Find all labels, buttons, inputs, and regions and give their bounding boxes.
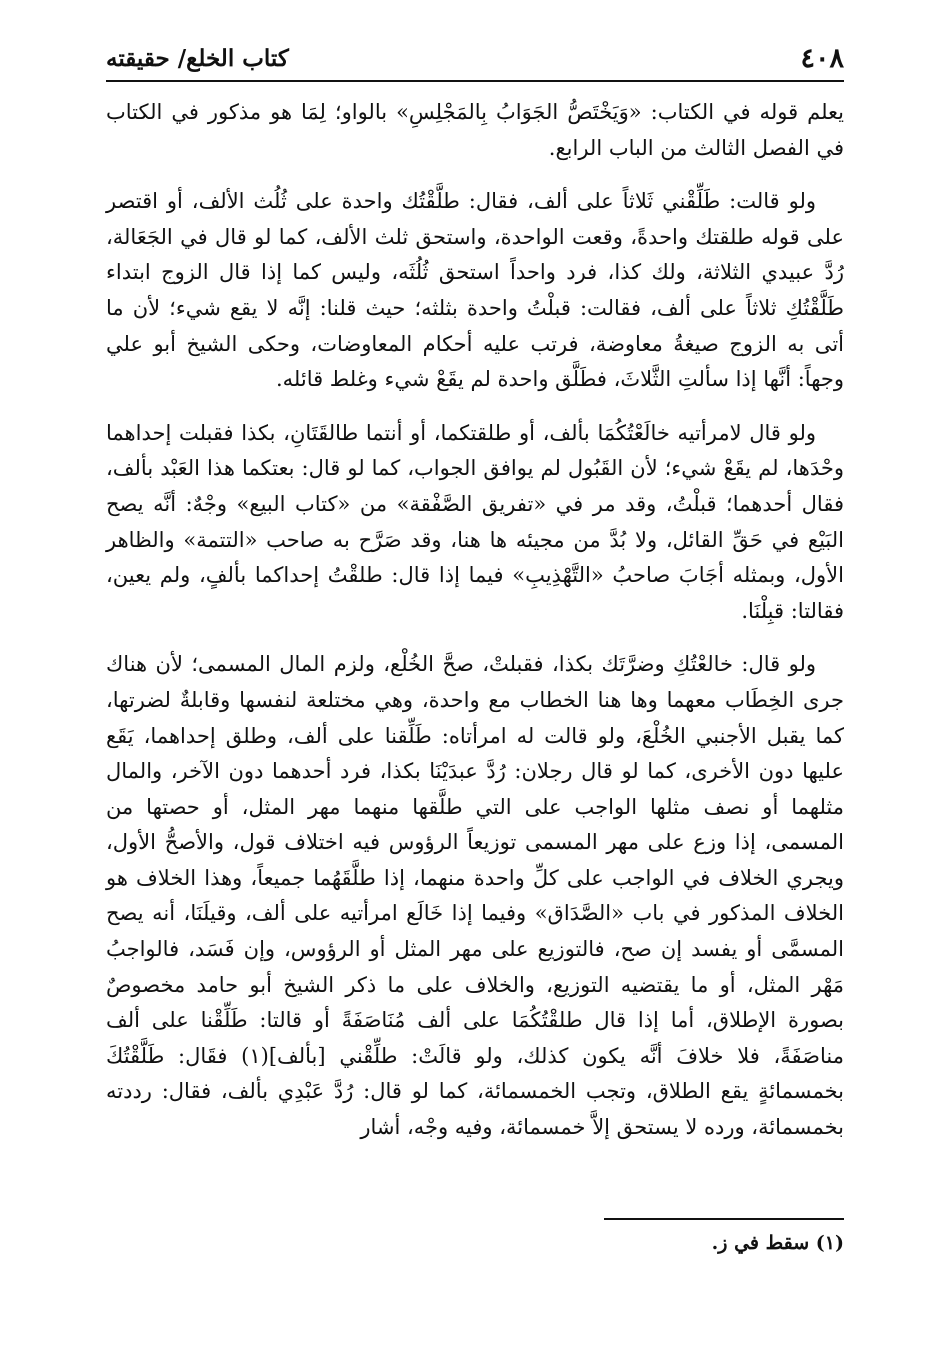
paragraph: ولو قال: خالعْتُكِ وضرَّتَك بكذا، فقبلتْ، صحَّ الخُلْع، ولزم المال المسمى؛ لأن هناك جرى الخِطَاب معهما وها هنا الخطاب مع واحدة، وهي مختلعة لنفسها وقابلةٌ لضرتها، كما يقبل الأجنبي الخُلْعَ، ولو قالت له امرأتاه: طَلِّقنا على ألف، وطلق إحداهما، يَقَع عليها دون الأخرى، كما لو قال رجلان: رُدَّ عبدَيْنَا بكذا، فرد أحدهما دون الآخر، والمال مثلهما أو نصف مثلها الواجب على التي طلَّقها منهما مهر المثل، أو حصتها من المسمى، إذا وزع على مهر المسمى توزيعاً الرؤوس فيه اختلاف قول، والأصحُّ الأول، ويجري الخلاف في الواجب على كلِّ واحدة منهما، إذا طلَّقَهُما جميعاً، وهذا الخلاف هو الخلاف المذكور في باب «الصَّدَاق» وفيما إذا خَالَع امرأتيه على ألف، وقيلَنَا، أنه يصح المسمَّى أو يفسد إن صح، فالتوزيع على مهر المثل أو الرؤوس، وإن فَسَد، فالواجبُ مَهْر المثل، أو ما يقتضيه التوزيع، والخلاف على ما ذكر الشيخ أبو حامد مخصوصٌ بصورة الإطلاق، أما إذا قال طلقْتُكُمَا على ألف مُنَاصَفَةً أو قالتا: طَلِّقْنا على ألف مناصَفَةً، فلا خلافَ أنَّه يكون كذلك، ولو قالَتْ: طلِّقْني [بألف](١) فقَال: طَلَّقْتُكَ بخمسمائةٍ يقع الطلاق، وتجب الخمسمائة، كما لو قال: رُدَّ عَبْدِي بألف، فقال: رددته بخمسمائة، ورده لا يستحق إلاَّ خمسمائة، وفيه وجْه، أشار [106, 652, 844, 1140]
footnote-divider [604, 1218, 844, 1220]
header-divider [106, 80, 844, 82]
page-header [106, 38, 844, 78]
running-title: كتاب الخلع/ حقيقته [106, 44, 289, 72]
paragraph: يعلم قوله في الكتاب: «وَيَخْتَصُّ الجَوَابُ بِالمَجْلِسِ» بالواو؛ لِمَا هو مذكور في الكتاب في الفصل الثالث من الباب الرابع. [106, 100, 844, 160]
footnote: (١) سقط في ز. [711, 1232, 844, 1254]
paragraph: ولو قال لامرأتيه خالَعْتُكُمَا بألف، أو طلقتكما، أو أنتما طالقَتَانِ، بكذا فقبلت إحداهما وحْدَها، لم يقَعْ شيء؛ لأن القَبُول لم يوافق الجواب، كما لو قال: بعتكما هذا العَبْد بألف، فقال أحدهما؛ قبلْتُ، وقد مر في «تفريق الصَّفْقة» من «كتاب البيع» وجْهٌ: أنَّه يصح البَيْع في حَقِّ القائل، ولا بُدَّ من مجيئه ها هنا، وقد صَرَّح به صاحب «التتمة» والظاهر الأول، وبمثله أجَابَ صاحبُ «التَّهْذِيبِ» فيما إذا قال: طلقْتُ إحداكما بألفٍ، ولم يعين، فقالتا: قبِلْنَا. [106, 420, 844, 623]
main-text [106, 95, 844, 1164]
page-number: ٤٠٨ [800, 42, 844, 74]
paragraph: ولو قالت: طَلِّقْني ثَلاثاً على ألف، فقال: طلَّقْتُك واحدة على ثُلُث الألف، أو اقتصر على قوله طلقتك واحدةً، وقعت الواحدة، واستحق ثلث الألف، كما لو قال في الجَعَالة، رُدَّ عبيدي الثلاثة، ولك كذا، فرد واحداً استحق ثُلُثَه، وليس كما إذا قال الزوج ابتداء طَلَّقْتُكِ ثلاثاً على ألف، فقالت: قبلْتُ واحدة بثلثه؛ حيث قلنا: إنَّه لا يقع شيء؛ لأن ما أتى به الزوج صيغةُ معاوضة، فرتب عليه أحكام المعاوضات، وحكى الشيخ أبو علي وجهاً: أنَّها إذا سألتِ الثَّلاثَ، فطَلَّق واحدة لم يقَعْ شيء وغلط قائله. [106, 189, 844, 392]
